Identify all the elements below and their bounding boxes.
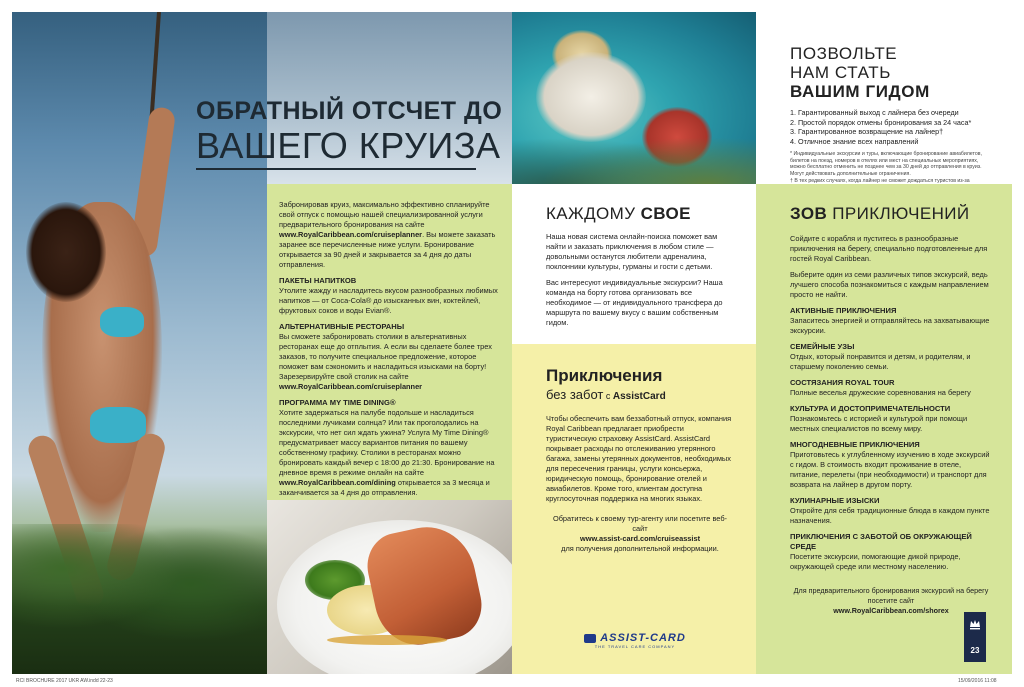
- cta-line-2: для получения дополнительной информации.: [561, 544, 719, 553]
- mytime-rest: открывается за 3 месяца и заканчивается за 4 дня до отправления.: [279, 478, 490, 497]
- woman-head: [26, 202, 106, 302]
- page-number-tab: [964, 612, 986, 662]
- adventure-heading: [790, 204, 992, 224]
- each-own-p1: Наша новая система онлайн-поиска поможет вам найти и заказать приключения в любом стиле — довольными останутся любители адреналина, поклонники культуры, гурманы и гости с детьми.: [546, 232, 718, 271]
- shorex-footer: [790, 586, 992, 616]
- royal-tour-text: Полные веселья дружеские соревнования на берегу: [790, 388, 971, 397]
- footer-text: Для предварительного бронирования экскурсий на берегу посетите сайт: [793, 586, 989, 605]
- no-worries-text: без забот: [546, 387, 604, 402]
- drinks-text: Утолите жажду и насладитесь вкусом разнообразных любимых напитков — от Coca-Cola® до изысканных вин, коктейлей, фруктовых соков и воды Evian®.: [279, 286, 498, 315]
- page-number: 23: [970, 646, 980, 655]
- each-own-section: [512, 184, 756, 344]
- each-own-p2: Вас интересуют индивидуальные экскурсии? Наша команда на борту готова организовать все необходимое — от индивидуального трансфера до маршрута по вашему вкусу с вашим собственным гидом.: [546, 278, 723, 327]
- card-icon: [584, 634, 596, 643]
- eco-heading: ПРИКЛЮЧЕНИЯ С ЗАБОТОЙ ОБ ОКРУЖАЮЩЕЙ СРЕДЕ: [790, 532, 972, 551]
- guide-benefits-list: [790, 108, 990, 146]
- assist-text: Чтобы обеспечить вам беззаботный отпуск, компания Royal Caribbean предлагает приобрести туристическую страховку AssistCard. AssistCard покрывает расходы по отслеживанию утерянного багажа, замены утерянных документов, необходимых для пересечения границы, услуги консьержа, юридическую помощь, бронирование отелей и авиабилетов. Кроме того, клиентам доступна круглосуточная поддержка на многих языках.: [546, 414, 732, 503]
- culture-text: Познакомьтесь с историей и культурой при помощи местных специалистов по всему миру.: [790, 414, 968, 433]
- cta-line-1: Обратитесь к своему тур-агенту или посетите веб-сайт: [552, 514, 728, 533]
- multiday-text: Приготовьтесь к углубленному изучению в ходе экскурсий с гидом. В стоимость входит проживание в отеле, питание, перелеты (при необходимости) и транспорт для возврата на лайнер в другом порту.: [790, 450, 990, 489]
- salmon-dish-photo: [267, 500, 512, 674]
- intro-rest: . Вы можете заказать заранее все перечисленные ниже услуги. Бронирование открывается за 90 дней и закрывается за 4 дня до даты отправления.: [279, 230, 496, 269]
- guide-section: [790, 44, 990, 198]
- restaurants-heading: АЛЬТЕРНАТИВНЫЕ РЕСТОРАНЫ: [279, 322, 405, 331]
- heading-light: КАЖДОМУ: [546, 204, 641, 223]
- restaurants-text: Вы сможете забронировать столики в альтернативных ресторанах еще до отплытия. А если вы сделаете более трех заказов, то получите специальное предложение, которое поможет вам сэкономить и насладиться изысками на борту! Зарезервируйте свой столик на сайте: [279, 332, 492, 381]
- multiday-heading: МНОГОДНЕВНЫЕ ПРИКЛЮЧЕНИЯ: [790, 440, 920, 449]
- logo-wordmark: [570, 632, 700, 644]
- cruise-planner-panel: [267, 184, 512, 500]
- title-line-2: ВАШЕГО КРУИЗА: [196, 125, 501, 166]
- mytime-paragraph: [279, 408, 500, 498]
- guide-title-line-2: НАМ СТАТЬ: [790, 63, 891, 82]
- intro-paragraph: [279, 200, 500, 270]
- adventure-p1: Сойдите с корабля и пуститесь в разнообразные приключения на берегу, специально подготовленные для гостей Royal Caribbean.: [790, 234, 988, 263]
- adventure-p2: Выберите один из семи различных типов экскурсий, ведь лучшего способа познакомиться с каждым направлением просто не найти.: [790, 270, 989, 299]
- family-heading: СЕМЕЙНЫЕ УЗЫ: [790, 342, 855, 351]
- restaurants-link[interactable]: www.RoyalCaribbean.com/cruiseplanner: [279, 382, 423, 391]
- title-line-1: ОБРАТНЫЙ ОТСЧЕТ ДО: [196, 97, 503, 125]
- logo-tagline: THE TRAVEL CARE COMPANY: [594, 644, 676, 649]
- assist-heading: Приключения: [546, 366, 663, 385]
- family-text: Отдых, который понравится и детям, и родителям, и старшему поколению семьи.: [790, 352, 971, 371]
- culinary-text: Откройте для себя традиционные блюда в каждом пункте назначения.: [790, 506, 990, 525]
- bikini-top: [100, 307, 144, 337]
- with-text: с: [603, 391, 613, 401]
- guide-title-line-3: ВАШИМ ГИДОМ: [790, 82, 930, 101]
- eco-text: Посетите экскурсии, помогающие дикой природе, окружающей среде или местному населению.: [790, 552, 961, 571]
- intro-text: Забронировав круиз, максимально эффективно спланируйте свой отпуск с помощью нашей специализированной услуги предварительного бронирования на сайте: [279, 200, 490, 229]
- mytime-heading: ПРОГРАММА MY TIME DINING®: [279, 398, 396, 407]
- assistcard-section: [512, 344, 756, 674]
- restaurants-paragraph: [279, 332, 500, 392]
- heading-light: ПРИКЛЮЧЕНИЙ: [827, 204, 970, 223]
- title-underline: [196, 168, 476, 170]
- list-item: 4. Отличное знание всех направлений: [790, 136, 919, 146]
- snorkeling-photo: [512, 12, 756, 184]
- file-slug: RCI BROCHURE 2017 UKR AW.indd 22-23: [16, 678, 113, 684]
- cruiseplanner-link[interactable]: www.RoyalCaribbean.com/cruiseplanner: [279, 230, 423, 239]
- guide-footnote-2: † В тех редких случаях, когда лайнер не сможет дождаться туристов из-за: [790, 178, 970, 185]
- drinks-heading: ПАКЕТЫ НАПИТКОВ: [279, 276, 357, 285]
- guide-footnote-1: * Индивидуальные экскурсии и туры, включающие бронирование авиабилетов, билетов на поезд, номеров в отелях или мест на специальных мероприятиях, можно бесплатно отменить не позднее чем за 30 дней до отправления в круиз. Могут действовать дополнительные ограничения.: [790, 151, 982, 177]
- royal-tour-heading: СОСТЯЗАНИЯ ROYAL TOUR: [790, 378, 895, 387]
- assist-card-link[interactable]: www.assist-card.com/cruiseassist: [579, 534, 701, 543]
- assist-card-logo: [570, 632, 700, 649]
- bikini-bottom: [90, 407, 146, 443]
- culinary-heading: КУЛИНАРНЫЕ ИЗЫСКИ: [790, 496, 880, 505]
- assistcard-brand: AssistCard: [612, 391, 666, 402]
- active-text: Запаситесь энергией и отправляйтесь на захватывающие экскурсии.: [790, 316, 990, 335]
- assist-cta: [546, 514, 734, 554]
- guide-title-line-1: ПОЗВОЛЬТЕ: [790, 44, 898, 63]
- active-heading: АКТИВНЫЕ ПРИКЛЮЧЕНИЯ: [790, 306, 897, 315]
- list-item: 1. Гарантированный выход с лайнера без очереди: [790, 108, 959, 117]
- heading-bold: ЗОВ: [790, 204, 828, 223]
- mytime-text: Хотите задержаться на палубе подольше и насладиться последними лучиками солнца? Или так проголодались на экскурсии, что нет сил ждать ужина? Услуга My Time Dining® предусматривает массу вариантов питания по вашему собственному графику. Столики в ресторанах можно бронировать каждый вечер с 18:00 до 21:30. Бронирование на дневное время в режиме онлайн на сайте: [279, 408, 495, 477]
- assist-subheading: [546, 386, 734, 406]
- each-own-heading: [546, 204, 734, 224]
- culture-heading: КУЛЬТУРА И ДОСТОПРИМЕЧАТЕЛЬНОСТИ: [790, 404, 951, 413]
- dining-link[interactable]: www.RoyalCaribbean.com/dining: [279, 478, 396, 487]
- crown-anchor-icon: [969, 618, 981, 630]
- date-slug: 15/09/2016 11:08: [958, 678, 997, 684]
- sauce: [327, 635, 447, 645]
- palm-trees: [12, 524, 267, 674]
- shorex-link[interactable]: www.RoyalCaribbean.com/shorex: [833, 606, 949, 615]
- countdown-title: [196, 96, 512, 166]
- adventure-section: [756, 184, 1012, 674]
- list-item: 2. Простой порядок отмены бронирования за 24 часа*: [790, 117, 972, 127]
- coral-reef: [512, 129, 756, 184]
- heading-bold: СВОЕ: [640, 204, 691, 223]
- list-item: 3. Гарантированное возвращение на лайнер†: [790, 127, 944, 136]
- logo-text: ASSIST-CARD: [600, 632, 686, 644]
